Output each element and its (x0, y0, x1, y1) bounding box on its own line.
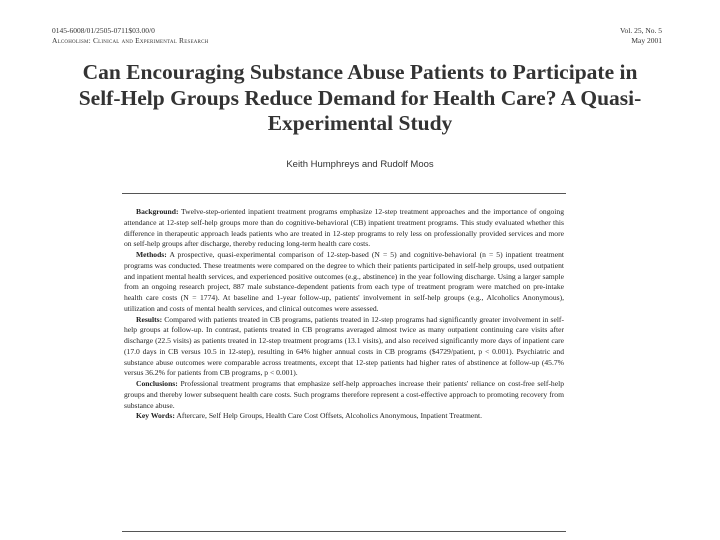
abstract-conclusions (124, 379, 564, 411)
article-title: Can Encouraging Substance Abuse Patients to Participate in Self-Help Groups Reduce Demand for Health Care? A Quasi-Experimental Study (78, 60, 642, 135)
section-heading: Methods: (136, 250, 167, 259)
section-heading: Results: (136, 314, 163, 324)
journal-name: Alcoholism: Clinical and Experimental Research (52, 36, 209, 45)
issue-info (620, 26, 662, 46)
section-text: Twelve-step-oriented inpatient treatment programs emphasize 12-step treatment approaches and the importance of ongoing attendance at 12-step self-help groups more than do cognitive-behavioral (CB) inpatient treatment programs. This study evaluated whether this difference in therapeutic approach leads patients who are treated in 12-step programs to rely less on professionally provided services and more on self-help groups after discharge, thereby reducing long-term health care costs. (124, 207, 564, 249)
article-authors: Keith Humphreys and Rudolf Moos (286, 159, 434, 170)
abstract (124, 207, 564, 422)
abstract-results (124, 315, 564, 380)
section-heading: Conclusions: (136, 379, 178, 388)
section-heading: Key Words: (136, 411, 175, 421)
section-heading: Background: (136, 207, 179, 216)
top-divider (122, 193, 566, 194)
section-text: A prospective, quasi-experimental comparison of 12-step-based (N = 5) and cognitive-behavioral (n = 5) inpatient treatment programs was conducted. These treatments were compared on the degree to which their patients participated in self-help groups, used outpatient and inpatient mental health services, and experienced positive outcomes (e.g., abstinence) in the year following discharge. Using a larger sample from an ongoing research project, 887 male substance-dependent patients from each type of treatment program were matched on pre-intake health care costs (N = 1774). At baseline and 1-year follow-up, patients' involvement in self-help groups (e.g., Alcoholics Anonymous), utilization and costs of mental health services, and clinical outcomes were assessed. (124, 250, 564, 313)
issue-date: May 2001 (631, 36, 662, 45)
journal-header (52, 26, 208, 46)
abstract-keywords (124, 411, 564, 422)
article-code: 0145-6008/01/2505-0711$03.00/0 (52, 26, 155, 35)
volume-number: Vol. 25, No. 5 (620, 26, 662, 35)
bottom-divider (122, 531, 566, 532)
abstract-methods (124, 250, 564, 315)
abstract-background (124, 207, 564, 250)
section-text: Aftercare, Self Help Groups, Health Care Cost Offsets, Alcoholics Anonymous, Inpatient Treatment. (176, 411, 483, 421)
section-text: Professional treatment programs that emphasize self-help approaches increase their patients' reliance on cost-free self-help groups and thereby lower subsequent health care costs. Such programs therefore represent a cost-effective approach to promoting recovery from substance abuse. (124, 379, 564, 410)
section-text: Compared with patients treated in CB programs, patients treated in 12-step programs had significantly greater involvement in self-help groups at follow-up. In contrast, patients treated in CB programs averaged almost twice as many outpatient continuing care visits after discharge (22.5 visits) as patients treated in 12-step treatment programs (13.1 visits), and also received significantly more days of inpatient care (17.0 days in CB versus 10.5 in 12-step), resulting in 64% higher annual costs in CB programs ($4729/patient, p < 0.001). Psychiatric and substance abuse outcomes were comparable across treatments, except that 12-step patients had higher rates of abstinence at follow-up (45.7% versus 36.2% for patients from CB programs, p < 0.001). (124, 314, 564, 378)
